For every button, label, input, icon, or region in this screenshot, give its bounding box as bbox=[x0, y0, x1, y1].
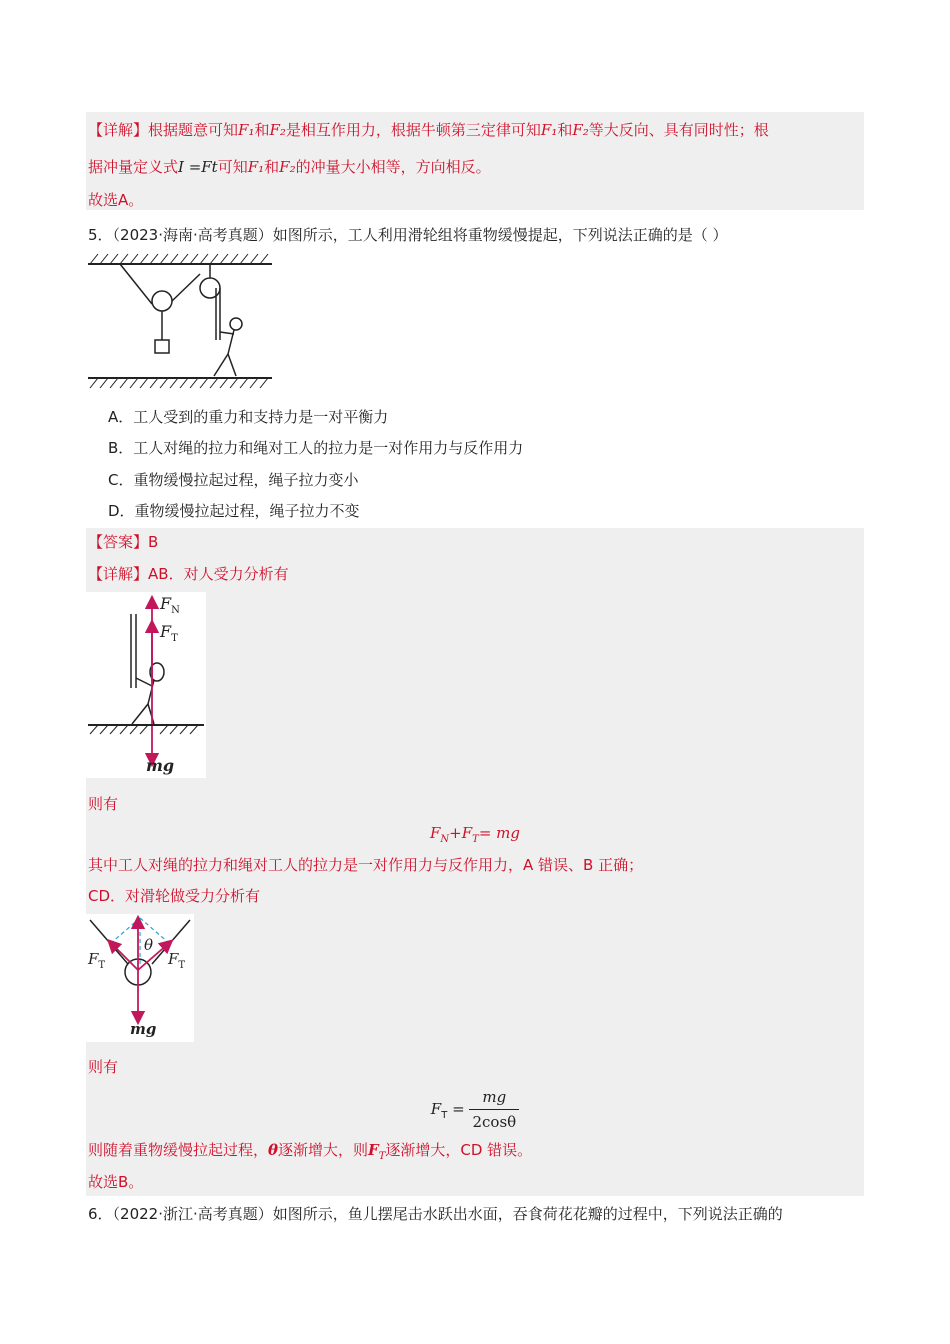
prev-detail-line2: 据冲量定义式I =Ft可知F₁和F₂的冲量大小相等，方向相反。 bbox=[88, 158, 491, 176]
worker-force-figure bbox=[86, 592, 206, 778]
fig2-theta-label: θ bbox=[144, 936, 154, 954]
option-a: A．工人受到的重力和支持力是一对平衡力 bbox=[108, 408, 389, 426]
pulley-figure bbox=[86, 252, 276, 392]
conclusion-ab: 其中工人对绳的拉力和绳对工人的拉力是一对作用力与反作用力，A 错误、B 正确； bbox=[88, 856, 644, 874]
q5-stem: 5．（2023·海南·高考真题）如图所示，工人利用滑轮组将重物缓慢提起，下列说法正确的是（ ） bbox=[88, 226, 728, 244]
q6-stem: 6．（2022·浙江·高考真题）如图所示，鱼儿摆尾击水跃出水面，吞食荷花花瓣的过程中，下列说法正确的 bbox=[88, 1205, 783, 1223]
fig1-mg-label: mg bbox=[146, 756, 175, 775]
detail-cd: CD．对滑轮做受力分析有 bbox=[88, 887, 261, 905]
fig2-ft-left-label: $F_T$ bbox=[88, 950, 106, 971]
then-1: 则有 bbox=[88, 795, 119, 813]
q5-detail-ab: 【详解】AB．对人受力分析有 bbox=[88, 565, 289, 583]
fig1-fn-label: $F_N$ bbox=[160, 594, 180, 617]
pulley-force-figure bbox=[86, 914, 194, 1042]
q5-answer: 【答案】B bbox=[88, 533, 159, 551]
prev-detail-line1: 【详解】根据题意可知F₁和F₂是相互作用力，根据牛顿第三定律可知F₁和F₂等大反向、具有同时性；根 bbox=[88, 121, 769, 139]
option-b: B．工人对绳的拉力和绳对工人的拉力是一对作用力与反作用力 bbox=[108, 439, 524, 457]
fig2-mg-label: mg bbox=[130, 1020, 157, 1038]
fig1-ft-label: $F_T$ bbox=[160, 622, 178, 645]
then-2: 则有 bbox=[88, 1058, 119, 1076]
option-d: D．重物缓慢拉起过程，绳子拉力不变 bbox=[108, 502, 360, 520]
equation-1: $F_N+F_T=$ mg bbox=[430, 824, 520, 845]
fig2-ft-right-label: $F_T$ bbox=[168, 950, 186, 971]
conclusion-cd: 则随着重物缓慢拉起过程，θ逐渐增大，则$F_T$逐渐增大，CD 错误。 bbox=[88, 1141, 533, 1162]
q5-choice: 故选B。 bbox=[88, 1173, 144, 1191]
equation-2: $F_T$ = $\frac{mg}{2\cos\theta}$ bbox=[86, 1085, 864, 1134]
prev-choice: 故选A。 bbox=[88, 191, 144, 209]
option-c: C．重物缓慢拉起过程，绳子拉力变小 bbox=[108, 471, 359, 489]
equation-2-fraction: $\frac{mg}{2\cos\theta}$ bbox=[469, 1085, 519, 1134]
